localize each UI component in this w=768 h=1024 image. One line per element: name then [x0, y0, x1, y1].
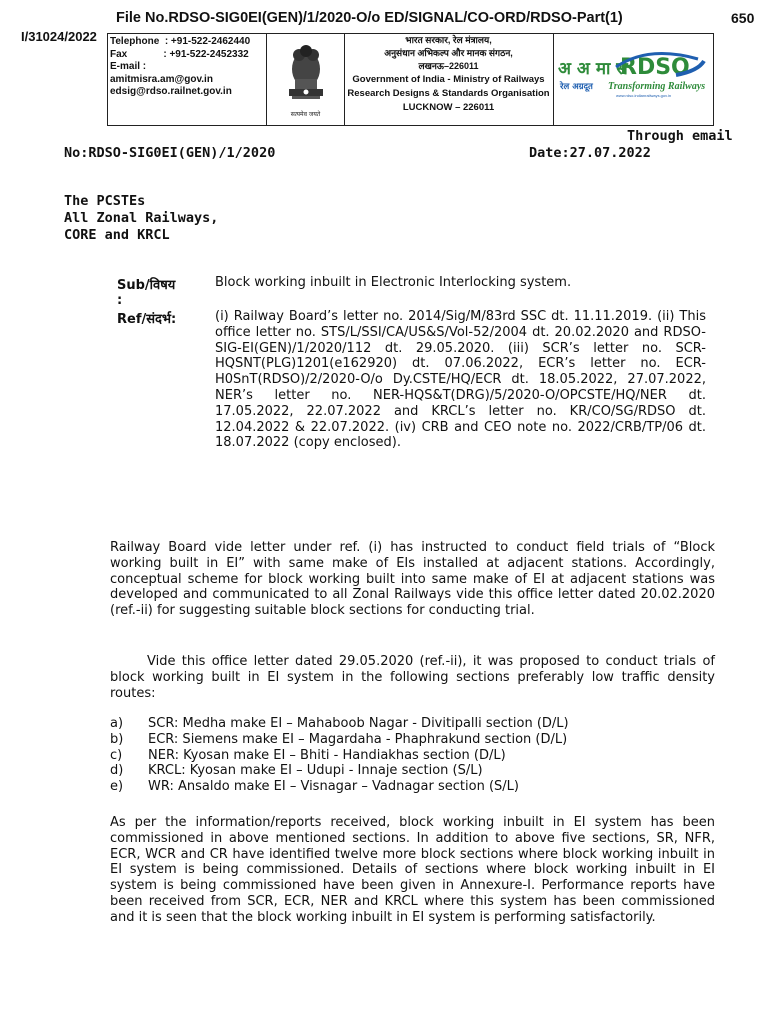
addressee-line-2: All Zonal Railways, [64, 210, 219, 226]
list-item [110, 779, 720, 795]
telephone: Telephone : +91-522-2462440 [110, 36, 251, 47]
body-paragraph-2: Vide this office letter dated 29.05.2020 (ref.-ii), it was proposed to conduct trials of block working built in EI system in the following sections preferably low traffic density routes: [110, 654, 715, 701]
email-1[interactable]: amitmisra.am@gov.in [110, 73, 213, 85]
list-text: KRCL: Kyosan make EI – Udupi - Innaje section (S/L) [148, 763, 483, 779]
list-marker: b) [110, 731, 124, 747]
rdso-logo [558, 49, 708, 99]
list-item [110, 748, 720, 764]
page-number: 650 [731, 10, 755, 26]
addressee-line-3: CORE and KRCL [64, 227, 170, 243]
list-text: NER: Kyosan make EI – Bhiti - Handiakhas section (D/L) [148, 747, 506, 763]
reference-label: Ref/संदर्भ: [117, 312, 177, 327]
logo-hindi-text: अ अ मा सं [558, 59, 628, 79]
addressee-block [64, 193, 218, 244]
subject-label: Sub/विषय [117, 278, 176, 293]
subject-colon: : [117, 293, 123, 308]
organisation-block [344, 34, 554, 125]
list-marker: e) [110, 779, 124, 795]
org-hindi-3: लखनऊ–226011 [418, 61, 479, 71]
body-paragraph-3: As per the information/reports received, block working inbuilt in EI system has been commissioned in above mentioned sections. In addition to above five sections, SR, NFR, ECR, WCR and CR have identified twelve more block sections where block working inbuilt in EI system is being commissioned. Details of sections where block working inbuilt in EI system is being commissioned have been given in Annexure-I. Performance reports have been received from SCR, ECR, NER and KRCL where this system has been commissioned and it is seen that the block working inbuilt in EI system is performing satisfactorily. [110, 815, 715, 925]
rdso-logo-cell [553, 34, 713, 125]
email-2[interactable]: edsig@rdso.railnet.gov.in [110, 86, 232, 97]
letterhead [107, 33, 714, 126]
side-reference: I/31024/2022 [21, 29, 97, 44]
list-item [110, 763, 720, 779]
fax: Fax : +91-522-2452332 [110, 48, 249, 60]
org-english-2: Research Designs & Standards Organisation [347, 88, 550, 99]
list-text: SCR: Medha make EI – Mahaboob Nagar - Divitipalli section (D/L) [148, 716, 569, 731]
email-label: E-mail : [110, 61, 147, 72]
org-english-3: LUCKNOW – 226011 [402, 102, 495, 113]
list-marker: d) [110, 763, 124, 779]
letter-number: No:RDSO-SIG0EI(GEN)/1/2020 [64, 145, 276, 161]
contact-block [108, 34, 267, 125]
emblem-cell [267, 34, 345, 125]
body-paragraph-1: Railway Board vide letter under ref. (i) has instructed to conduct field trials of “Block working built in EI” with same make of EIs installed at adjacent stations. Accordingly, conceptual scheme for block working built into same make of EI at adjacent stations was developed and communicated to all Zonal Railways vide this office letter dated 20.02.2020 (ref.-ii) for suggesting suitable block sections for conducting trial. [110, 540, 715, 619]
list-item [110, 732, 720, 748]
dispatch-mode: Through email [627, 128, 733, 144]
list-marker: a) [110, 716, 124, 731]
list-text: WR: Ansaldo make EI – Visnagar – Vadnagar section (S/L) [148, 779, 519, 795]
logo-brand-text: RDSO [620, 55, 690, 80]
subject-text: Block working inbuilt in Electronic Interlocking system. [215, 275, 572, 290]
emblem-motto: सत्यमेव जयते [290, 111, 321, 118]
trial-sections-list [110, 716, 720, 795]
logo-tag-english: Transforming Railways [608, 81, 706, 92]
national-emblem-icon [281, 39, 331, 107]
reference-text: (i) Railway Board’s letter no. 2014/Sig/M/83rd SSC dt. 11.11.2019. (ii) This office letter no. STS/L/SSI/CA/US&S/Vol-52/2004 dt. 20.02.2020 and RDSO-SIG-EI(GEN)/1/2020/112 dt. 29.05.2020. (iii) SCR’s letter no. SCR-HQSNT(PLG)1201(e162920) dt. 07.06.2022, ECR’s letter no. ECR-H0SnT(RDSO)/2/2020-O/o Dy.CSTE/HQ/ECR dt. 18.05.2022, 27.07.2022, NER’s letter no. NER-HQS&T(DRG)/5/2020-O/OPCSTE/HQ/NER dt. 17.05.2022, 22.07.2022 and KRCL’s letter no. KR/CO/SG/RDSO dt. 12.04.2022 & 22.07.2022. (iv) CRB and CEO note no. 2022/CRB/TP/06 dt. 18.07.2022 (copy enclosed). [215, 309, 706, 451]
letter-date: Date:27.07.2022 [529, 145, 651, 161]
org-hindi-2: अनुसंधान अभिकल्प और मानक संगठन, [384, 48, 513, 58]
logo-url: www.rdso.indianrailways.gov.in [616, 93, 672, 98]
logo-tag-hindi: रेल अग्रदूत [560, 82, 593, 92]
list-marker: c) [110, 747, 123, 763]
org-english-1: Government of India - Ministry of Railways [352, 74, 545, 85]
list-text: ECR: Siemens make EI – Magardaha - Phaphrakund section (D/L) [148, 731, 568, 747]
addressee-line-1: The PCSTEs [64, 193, 146, 209]
list-item [110, 716, 720, 732]
org-hindi-1: भारत सरकार, रेल मंत्रालय, [405, 35, 492, 45]
file-number-line: File No.RDSO-SIG0EI(GEN)/1/2020-O/o ED/SIGNAL/CO-ORD/RDSO-Part(1) [116, 10, 623, 26]
